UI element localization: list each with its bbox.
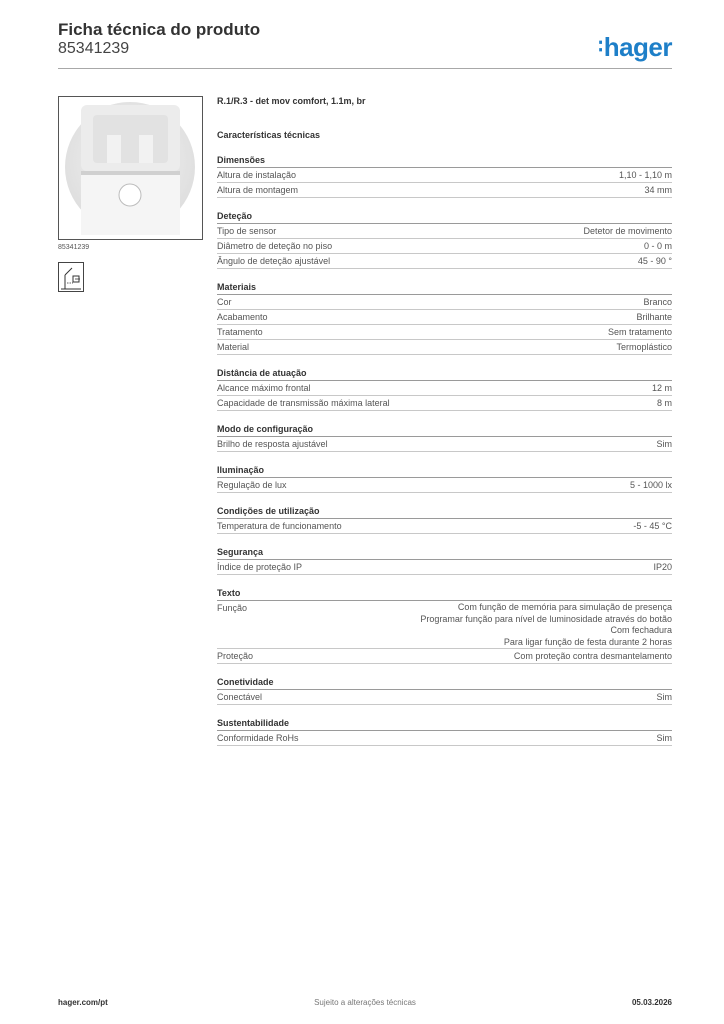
spec-label: Diâmetro de deteção no piso bbox=[217, 241, 333, 251]
spec-row bbox=[217, 381, 672, 396]
spec-row bbox=[217, 254, 672, 269]
spec-label: Altura de montagem bbox=[217, 185, 299, 195]
spec-row bbox=[217, 649, 672, 664]
spec-value: -5 - 45 °C bbox=[633, 521, 672, 531]
spec-label: Proteção bbox=[217, 651, 254, 661]
logo-dots: ∶ bbox=[597, 36, 603, 58]
section-title: Modo de configuração bbox=[217, 423, 672, 437]
spec-value: Sim bbox=[656, 733, 672, 743]
header-divider bbox=[58, 68, 672, 69]
spec-label: Alcance máximo frontal bbox=[217, 383, 311, 393]
spec-label: Índice de proteção IP bbox=[217, 562, 303, 572]
spec-sections bbox=[217, 154, 672, 746]
spec-label: Cor bbox=[217, 297, 232, 307]
spec-row bbox=[217, 690, 672, 705]
spec-label: Ângulo de deteção ajustável bbox=[217, 256, 331, 266]
section-title: Deteção bbox=[217, 210, 672, 224]
spec-label: Regulação de lux bbox=[217, 480, 287, 490]
spec-value-line: Para ligar função de festa durante 2 horas bbox=[503, 636, 672, 647]
spec-value-line: Com função de memória para simulação de presença bbox=[457, 602, 672, 612]
page-header bbox=[58, 20, 672, 68]
hager-logo[interactable] bbox=[598, 32, 672, 63]
mounting-pictogram-icon bbox=[58, 262, 84, 292]
spec-value: Termoplástico bbox=[616, 342, 672, 352]
spec-value bbox=[420, 602, 672, 648]
product-image bbox=[58, 96, 203, 240]
spec-row bbox=[217, 396, 672, 411]
spec-value: Brilhante bbox=[636, 312, 672, 322]
section-title: Dimensões bbox=[217, 154, 672, 168]
footer-website-link[interactable]: hager.com/pt bbox=[58, 998, 108, 1007]
spec-value: 12 m bbox=[651, 383, 672, 393]
section-title: Texto bbox=[217, 587, 672, 601]
logo-text: hager bbox=[603, 32, 672, 62]
spec-row bbox=[217, 310, 672, 325]
section-title: Sustentabilidade bbox=[217, 717, 672, 731]
spec-value: 45 - 90 ° bbox=[637, 256, 672, 266]
spec-value: Detetor de movimento bbox=[583, 226, 672, 236]
spec-label: Temperatura de funcionamento bbox=[217, 521, 342, 531]
spec-label: Tipo de sensor bbox=[217, 226, 277, 236]
spec-value: 34 mm bbox=[644, 185, 672, 195]
spec-value: 8 m bbox=[656, 398, 672, 408]
spec-label: Tratamento bbox=[217, 327, 263, 337]
image-product-code: 85341239 bbox=[58, 244, 90, 251]
spec-row bbox=[217, 325, 672, 340]
spec-value: Com proteção contra desmantelamento bbox=[513, 651, 672, 661]
spec-label: Função bbox=[217, 603, 248, 613]
spec-value: Sim bbox=[656, 439, 672, 449]
spec-row bbox=[217, 239, 672, 254]
page-title: Ficha técnica do produto bbox=[58, 20, 261, 39]
spec-row bbox=[217, 601, 672, 649]
section-title: Condições de utilização bbox=[217, 505, 672, 519]
spec-row bbox=[217, 224, 672, 239]
section-title: Conetividade bbox=[217, 676, 672, 690]
spec-value-line: Programar função para nível de luminosidade através do botão bbox=[420, 613, 672, 624]
spec-row bbox=[217, 519, 672, 534]
spec-label: Brilho de resposta ajustável bbox=[217, 439, 328, 449]
spec-value: 0 - 0 m bbox=[643, 241, 672, 251]
footer-disclaimer: Sujeito a alterações técnicas bbox=[314, 998, 416, 1007]
spec-value: IP20 bbox=[653, 562, 672, 572]
product-name: R.1/R.3 - det mov comfort, 1.1m, br bbox=[217, 96, 366, 106]
spec-label: Altura de instalação bbox=[217, 170, 297, 180]
spec-row bbox=[217, 478, 672, 493]
spec-row bbox=[217, 560, 672, 575]
spec-row bbox=[217, 437, 672, 452]
product-code: 85341239 bbox=[58, 40, 130, 57]
spec-value-line: Com fechadura bbox=[610, 625, 672, 635]
spec-value: Sem tratamento bbox=[607, 327, 672, 337]
spec-label: Acabamento bbox=[217, 312, 268, 322]
section-title: Segurança bbox=[217, 546, 672, 560]
product-photo bbox=[59, 97, 202, 239]
spec-label: Conformidade RoHs bbox=[217, 733, 299, 743]
section-title: Iluminação bbox=[217, 464, 672, 478]
spec-label: Capacidade de transmissão máxima lateral bbox=[217, 398, 390, 408]
spec-value: Sim bbox=[656, 692, 672, 702]
spec-row bbox=[217, 168, 672, 183]
technical-specs bbox=[217, 90, 672, 746]
spec-label: Conectável bbox=[217, 692, 263, 702]
spec-value: 5 - 1000 lx bbox=[629, 480, 672, 490]
spec-value: 1,10 - 1,10 m bbox=[618, 170, 672, 180]
section-title: Distância de atuação bbox=[217, 367, 672, 381]
footer-date: 05.03.2026 bbox=[631, 998, 672, 1007]
spec-row bbox=[217, 183, 672, 198]
section-title: Materiais bbox=[217, 281, 672, 295]
spec-row bbox=[217, 295, 672, 310]
spec-value: Branco bbox=[643, 297, 672, 307]
spec-label: Material bbox=[217, 342, 250, 352]
spec-row bbox=[217, 731, 672, 746]
spec-row bbox=[217, 340, 672, 355]
specs-title: Características técnicas bbox=[217, 130, 321, 140]
